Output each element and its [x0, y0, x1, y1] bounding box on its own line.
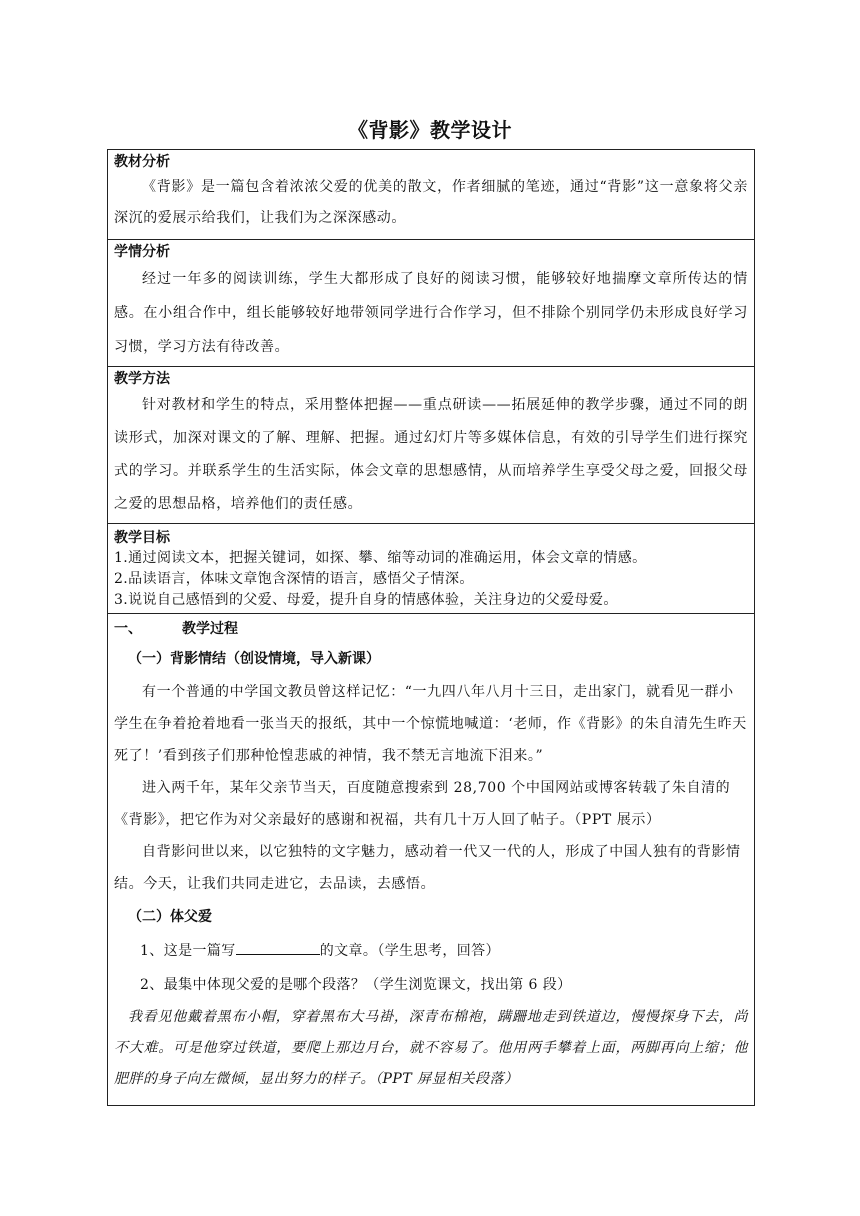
section-heading: 教材分析	[114, 154, 170, 170]
section-teaching-method	[108, 367, 754, 524]
part-paragraph: 有一个普通的中学国文教员曾这样记忆：“一九四八年八月十三日，走出家门，就看见一群小学生在争着抢着地看一张当天的报纸，其中一个惊慌地喊道：‘老师，作《背影》的朱自清先生昨天死了！’看到孩子们那种怆惶悲戚的神情，我不禁无言地流下泪来。”	[114, 684, 747, 764]
goal-item: 1.通过阅读文本，把握关键词，如探、攀、缩等动词的准确运用，体会文章的情感。	[114, 550, 647, 566]
goal-item: 2.品读语言，体味文章饱含深情的语言，感悟父子情深。	[114, 571, 474, 587]
part-heading: （一）背影情结（创设情境，导入新课）	[128, 651, 380, 667]
question-2: 2、最集中体现父爱的是哪个段落？（学生浏览课文，找出第 6 段）	[140, 977, 572, 993]
goal-item: 3.说说自己感悟到的父爱、母爱，提升自身的情感体验，关注身边的父爱母爱。	[114, 592, 618, 608]
question-1-before: 1、这是一篇写	[140, 943, 236, 959]
answer-blank	[236, 940, 320, 955]
document-title: 《背影》教学设计	[348, 118, 512, 142]
section-material-analysis	[108, 150, 754, 240]
process-title	[114, 616, 748, 642]
section-heading: 教学目标	[114, 530, 170, 546]
section-student-analysis	[108, 240, 754, 367]
process-number: 一、	[114, 621, 142, 637]
section-heading: 教学方法	[114, 371, 170, 387]
lesson-plan-table	[107, 149, 755, 1106]
section-teaching-process	[108, 614, 754, 1105]
part-heading: （二）体父爱	[128, 909, 212, 925]
question-1	[114, 934, 748, 968]
process-heading: 教学过程	[182, 621, 238, 637]
part-paragraph: 进入两千年，某年父亲节当天，百度随意搜索到 28,700 个中国网站或博客转载了朱自清的《背影》，把它作为对父亲最好的感谢和祝福，共有几十万人回了帖子。（PPT 展示）	[114, 780, 731, 828]
section-heading: 学情分析	[114, 244, 170, 260]
part-paragraph: 自背影问世以来，以它独特的文字魅力，感动着一代又一代的人，形成了中国人独有的背影情结。今天，让我们共同走进它，去品读，去感悟。	[114, 844, 741, 892]
section-text: 针对教材和学生的特点，采用整体把握——重点研读——拓展延伸的教学步骤，通过不同的朗读形式，加深对课文的了解、理解、把握。通过幻灯片等多媒体信息，有效的引导学生们进行探究式的学习。并联系学生的生活实际，体会文章的思想感情，从而培养学生享受父母之爱，回报父母之爱的思想品格，培养他们的责任感。	[114, 397, 748, 512]
quoted-passage: 我看见他戴着黑布小帽，穿着黑布大马褂，深青布棉袍，蹒跚地走到铁道边，慢慢探身下去，尚不大难。可是他穿过铁道，要爬上那边月台，就不容易了。他用两手攀着上面，两脚再向上缩；他肥胖的身子向左微倾，显出努力的样子。（PPT 屏显相关段落）	[114, 1009, 748, 1087]
question-1-after: 的文章。（学生思考，回答）	[319, 943, 500, 959]
section-text: 《背影》是一篇包含着浓浓父爱的优美的散文，作者细腻的笔迹，通过“背影”这一意象将父亲深沉的爱展示给我们，让我们为之深深感动。	[114, 179, 748, 226]
section-teaching-goals	[108, 524, 754, 614]
section-text: 经过一年多的阅读训练，学生大都形成了良好的阅读习惯，能够较好地揣摩文章所传达的情感。在小组合作中，组长能够较好地带领同学进行合作学习，但不排除个别同学仍未形成良好学习习惯，学习方法有待改善。	[114, 271, 748, 355]
